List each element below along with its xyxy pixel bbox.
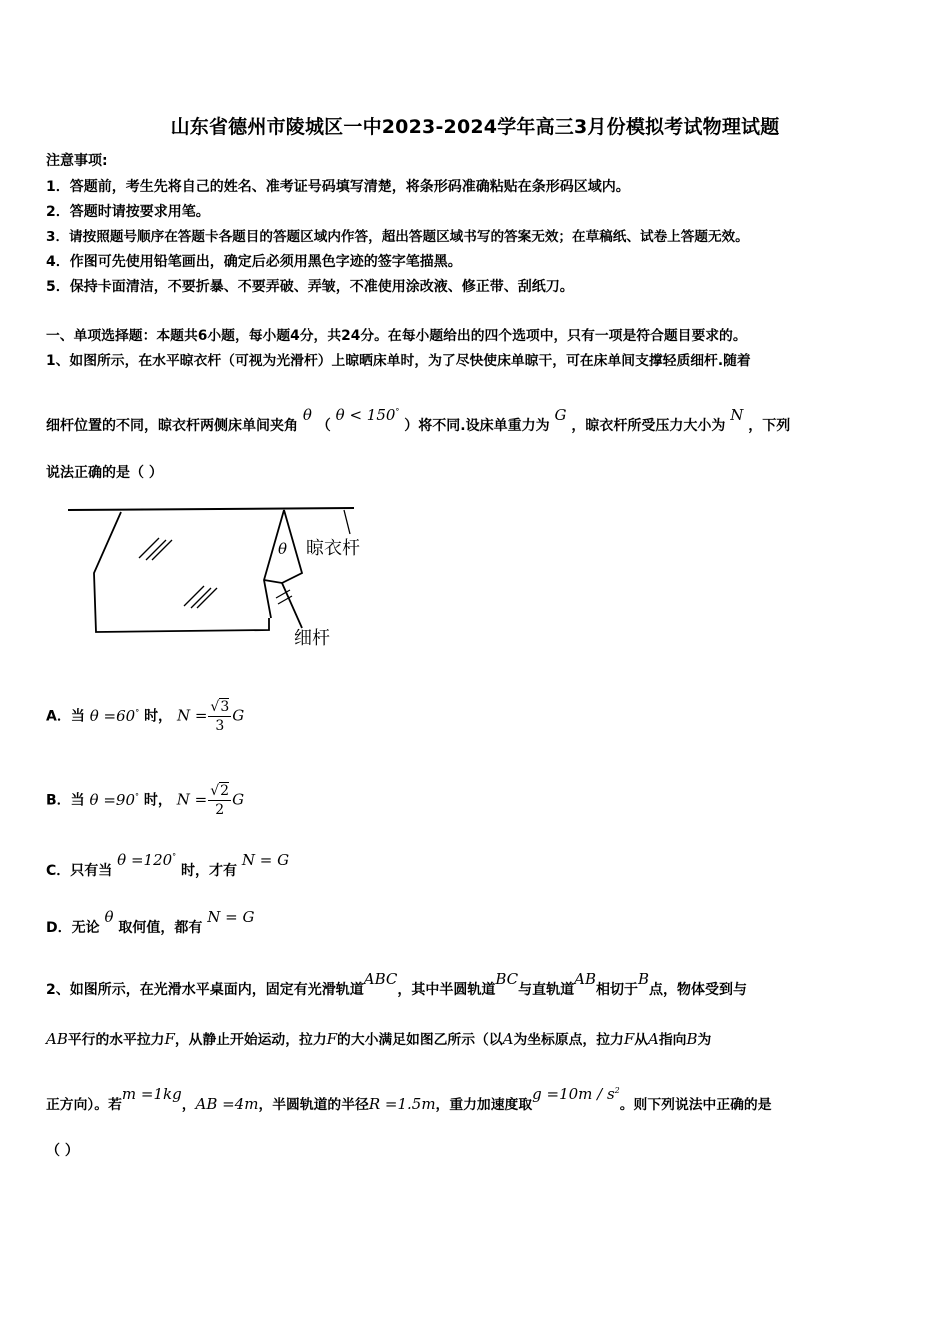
q1-line-3: 说法正确的是（ ） <box>46 465 163 481</box>
q1-condition: θ < 150 <box>335 406 396 424</box>
q1-text-d: ，下列 <box>748 418 791 434</box>
q1-theta: θ <box>302 406 312 424</box>
option-a-fraction: $\frac{√3}{3}$ <box>210 699 230 734</box>
q1-normal: N <box>730 406 744 424</box>
notice-item-5: 5．保持卡面清洁，不要折暴、不要弄破、弄皱，不准使用涂改液、修正带、刮纸刀。 <box>46 279 574 295</box>
q1-line-2 <box>46 406 791 435</box>
q1-option-b: B．当 θ =90° 时， N = $\frac{√2}{2}$ G <box>46 783 245 818</box>
q1-degree: ° <box>395 407 400 416</box>
notice-item-2: 2．答题时请按要求用笔。 <box>46 204 210 220</box>
figure-theta-label: θ <box>278 540 288 558</box>
q2-line-2: AB平行的水平拉力F，从静止开始运动，拉力F的大小满足如图乙所示（以A为坐标原点，拉力F从A指向B为 <box>46 1030 712 1048</box>
figure-stick-label: 细杆 <box>294 628 330 649</box>
q1-option-a: A．当 θ =60° 时， N = $\frac{√3}{3}$ G <box>46 699 245 734</box>
q1-gravity: G <box>554 406 567 424</box>
q1-option-c: C．只有当 θ =120° 时，才有 N = G <box>46 851 290 879</box>
q2-line-3: 正方向）。若m =1kg，AB =4m，半圆轨道的半径R =1.5m，重力加速度取$g =10m / s^2$。则下列说法中正确的是 <box>46 1085 772 1113</box>
clothesline-figure <box>64 498 384 658</box>
q1-text-a: 细杆位置的不同，晾衣杆两侧床单间夹角 <box>46 418 298 434</box>
notice-item-1: 1．答题前，考生先将自己的姓名、准考证号码填写清楚，将条形码准确粘贴在条形码区域内。 <box>46 179 630 195</box>
q1-option-d: D．无论 θ 取何值，都有 N = G <box>46 908 255 936</box>
figure-rod-label: 晾衣杆 <box>306 538 360 559</box>
notice-heading: 注意事项: <box>46 153 108 169</box>
notice-item-3: 3．请按照题号顺序在答题卡各题目的答题区域内作答，超出答题区域书写的答案无效；在草稿纸、试卷上答题无效。 <box>46 229 749 245</box>
q2-line-4: （ ） <box>46 1143 79 1159</box>
notice-item-4: 4．作图可先使用铅笔画出，确定后必须用黑色字迹的签字笔描黑。 <box>46 254 462 270</box>
q1-paren: （ <box>316 418 331 434</box>
q1-text-b: ）将不同.设床单重力为 <box>404 418 550 434</box>
page-title: 山东省德州市陵城区一中2023-2024学年高三3月份模拟考试物理试题 <box>170 116 780 138</box>
q1-line-1: 1、如图所示，在水平晾衣杆（可视为光滑杆）上晾晒床单时，为了尽快使床单晾干，可在床单间支撑轻质细杆.随着 <box>46 353 751 369</box>
q2-line-1: 2、如图所示，在光滑水平桌面内，固定有光滑轨道ABC，其中半圆轨道BC与直轨道AB相切于B点，物体受到与 <box>46 970 748 998</box>
option-b-fraction: $\frac{√2}{2}$ <box>210 783 230 818</box>
section-heading: 一、单项选择题：本题共6小题，每小题4分，共24分。在每小题给出的四个选项中，只有一项是符合题目要求的。 <box>46 328 747 344</box>
q1-text-c: ，晾衣杆所受压力大小为 <box>571 418 726 434</box>
